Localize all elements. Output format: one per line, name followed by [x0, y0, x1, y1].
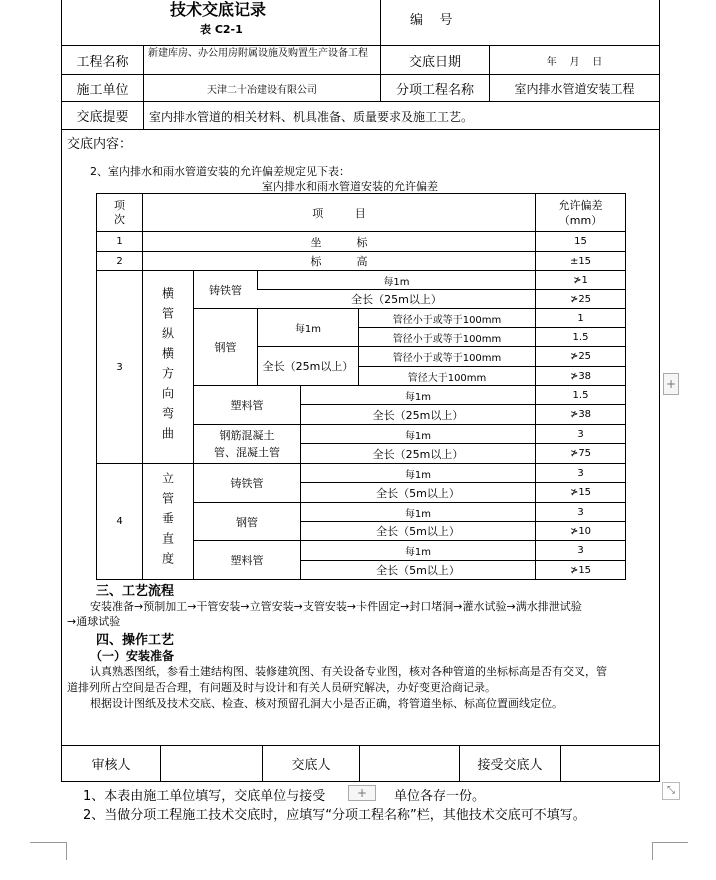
tolerance-value: ≯10 [569, 525, 592, 537]
date-label: 交底日期 [408, 54, 461, 70]
insert-column-plus-icon[interactable]: + [663, 373, 679, 395]
construction-unit-label: 施工单位 [76, 82, 129, 98]
full-length-label: 全长（25m以上） [372, 447, 464, 461]
note-1-cont: 单位各存一份。 [394, 789, 486, 804]
per-1m-label: 每1m [404, 469, 432, 481]
per-1m-label: 每1m [294, 324, 322, 335]
date-value[interactable]: 年 月 日 [546, 56, 603, 68]
row-4-group-cell [143, 464, 193, 579]
concrete-pipe-label: 钢筋混凝土 管、混凝土管 [214, 429, 280, 459]
summary-label: 交底提要 [76, 110, 129, 125]
reviewer-field[interactable] [161, 746, 262, 781]
resize-table-icon[interactable]: ⤡ [662, 782, 680, 800]
plastic-pipe-label: 塑料管 [230, 399, 264, 412]
diameter-label: 管径大于100mm [407, 372, 487, 384]
diameter-label: 管径小于或等于100mm [392, 333, 502, 345]
tolerance-value: ≯38 [569, 409, 592, 420]
discloser-field[interactable] [360, 746, 459, 781]
tolerance-value: ≯15 [569, 487, 592, 498]
construction-unit-value[interactable]: 天津二十冶建设有限公司 [207, 84, 317, 96]
full-length-label: 全长（5m以上） [376, 486, 460, 500]
tolerance-value: 1 [577, 312, 584, 324]
col-header-item: 项 目 [312, 206, 366, 220]
tolerance-intro: 2、室内排水和雨水管道安装的允许偏差规定见下表： [90, 165, 350, 178]
diameter-label: 管径小于或等于100mm [392, 353, 502, 364]
steel-pipe-label: 钢管 [214, 341, 237, 354]
discloser-label: 交底人 [291, 758, 331, 773]
divider [61, 101, 660, 102]
tolerance-value: 1.5 [572, 389, 589, 401]
col-header-tolerance: 允许偏差 （mm） [558, 198, 603, 227]
tolerance-value: ≯25 [569, 293, 592, 305]
number-label: 编 号 [410, 13, 453, 28]
paragraph: 认真熟悉图纸，参看土建结构图、装修建筑图、有关设备专业图，核对各种管道的坐标标高是否有交叉，管 [90, 665, 607, 678]
divider [61, 781, 660, 782]
form-title: 技术交底记录 [170, 0, 267, 19]
tolerance-value: ≯15 [569, 564, 592, 576]
full-length-label: 全长（25m以上） [262, 360, 354, 373]
row-3-group-cell [143, 271, 193, 463]
page-corner-mark [652, 842, 671, 860]
section-heading-operation: 四、操作工艺 [96, 633, 175, 648]
project-name-label: 工程名称 [76, 54, 129, 70]
note-1: 1、本表由施工单位填写，交底单位与接受 [83, 789, 326, 804]
divider [61, 129, 660, 130]
sub-project-label: 分项工程名称 [395, 82, 474, 98]
number-field[interactable] [492, 3, 656, 41]
tolerance-value: 3 [577, 467, 584, 479]
insert-row-plus-icon[interactable]: + [348, 785, 376, 801]
form-number: 表 C2-1 [200, 23, 243, 36]
cast-iron-label: 铸铁管 [230, 477, 264, 490]
tolerance-value: ≯75 [569, 448, 592, 459]
paragraph: 根据设计图纸及技术交底、检查、核对预留孔洞大小是否正确，将管道坐标、标高位置画线定位。 [90, 697, 563, 710]
page-corner-mark [48, 842, 67, 860]
diameter-label: 管径小于或等于100mm [392, 314, 502, 326]
full-length-label: 全长（5m以上） [376, 564, 460, 577]
per-1m-label: 每1m [404, 391, 432, 403]
row-2-tolerance: ±15 [569, 255, 592, 267]
page-corner-mark [30, 842, 66, 843]
receiver-label: 接受交底人 [477, 758, 543, 773]
full-length-label: 全长（25m以上） [372, 408, 464, 422]
receiver-field[interactable] [561, 746, 659, 781]
per-1m-label: 每1m [383, 276, 410, 288]
per-1m-label: 每1m [404, 430, 432, 442]
row-2-no: 2 [116, 255, 123, 267]
row-1-tolerance: 15 [574, 236, 587, 247]
row-2-item: 标 高 [310, 255, 368, 268]
row-4-group: 立管垂直度 [160, 471, 175, 572]
tolerance-value: 3 [577, 545, 584, 556]
col-header-no: 项 次 [114, 198, 125, 226]
form-border-right [659, 0, 660, 782]
sub-project-value[interactable]: 室内排水管道安装工程 [514, 81, 635, 96]
row-3-group: 横管纵横方向弯曲 [160, 287, 175, 447]
process-flow: 安装准备→预制加工→干管安装→立管安装→支管安装→卡件固定→封口堵洞→灌水试验→满水排泄试验 [90, 600, 582, 613]
subsection-heading: （一）安装准备 [90, 649, 175, 663]
full-length-label: 全长（5m以上） [376, 525, 460, 538]
tolerance-value: 3 [577, 506, 584, 518]
tolerance-value: 3 [577, 428, 584, 440]
section-heading-process: 三、工艺流程 [96, 584, 175, 599]
paragraph-cont: 道排列所占空间是否合理，有问题及时与设计和有关人员研究解决，办好变更洽商记录。 [67, 681, 496, 694]
tolerance-value: ≯38 [569, 370, 592, 382]
page-corner-mark [652, 842, 688, 843]
content-label: 交底内容： [67, 137, 133, 152]
reviewer-label: 审核人 [91, 758, 131, 773]
cast-iron-label: 铸铁管 [209, 283, 242, 297]
tolerance-value: ≯25 [569, 351, 592, 362]
per-1m-label: 每1m [404, 547, 432, 558]
full-length-label: 全长（25m以上） [351, 293, 442, 306]
divider [380, 0, 381, 45]
plastic-pipe-label: 塑料管 [230, 554, 264, 567]
project-name-value[interactable]: 新建库房、办公用房附属设施及购置生产设备工程 [148, 48, 368, 59]
process-flow-cont: →通球试验 [67, 615, 121, 628]
row-1-item: 坐 标 [310, 235, 368, 249]
table-caption: 室内排水和雨水管道安装的允许偏差 [262, 180, 438, 193]
note-2: 2、当做分项工程施工技术交底时，应填写“分项工程名称”栏，其他技术交底可不填写。 [83, 808, 586, 823]
row-4-no: 4 [116, 516, 123, 527]
tolerance-value: 1.5 [572, 331, 589, 343]
steel-pipe-label: 钢管 [236, 515, 258, 529]
row-1-no: 1 [116, 236, 123, 247]
per-1m-label: 每1m [404, 508, 432, 520]
summary-value[interactable]: 室内排水管道的相关材料、机具准备、质量要求及施工工艺。 [149, 110, 474, 124]
row-3-no: 3 [116, 361, 123, 373]
tolerance-value: ≯1 [573, 274, 588, 286]
